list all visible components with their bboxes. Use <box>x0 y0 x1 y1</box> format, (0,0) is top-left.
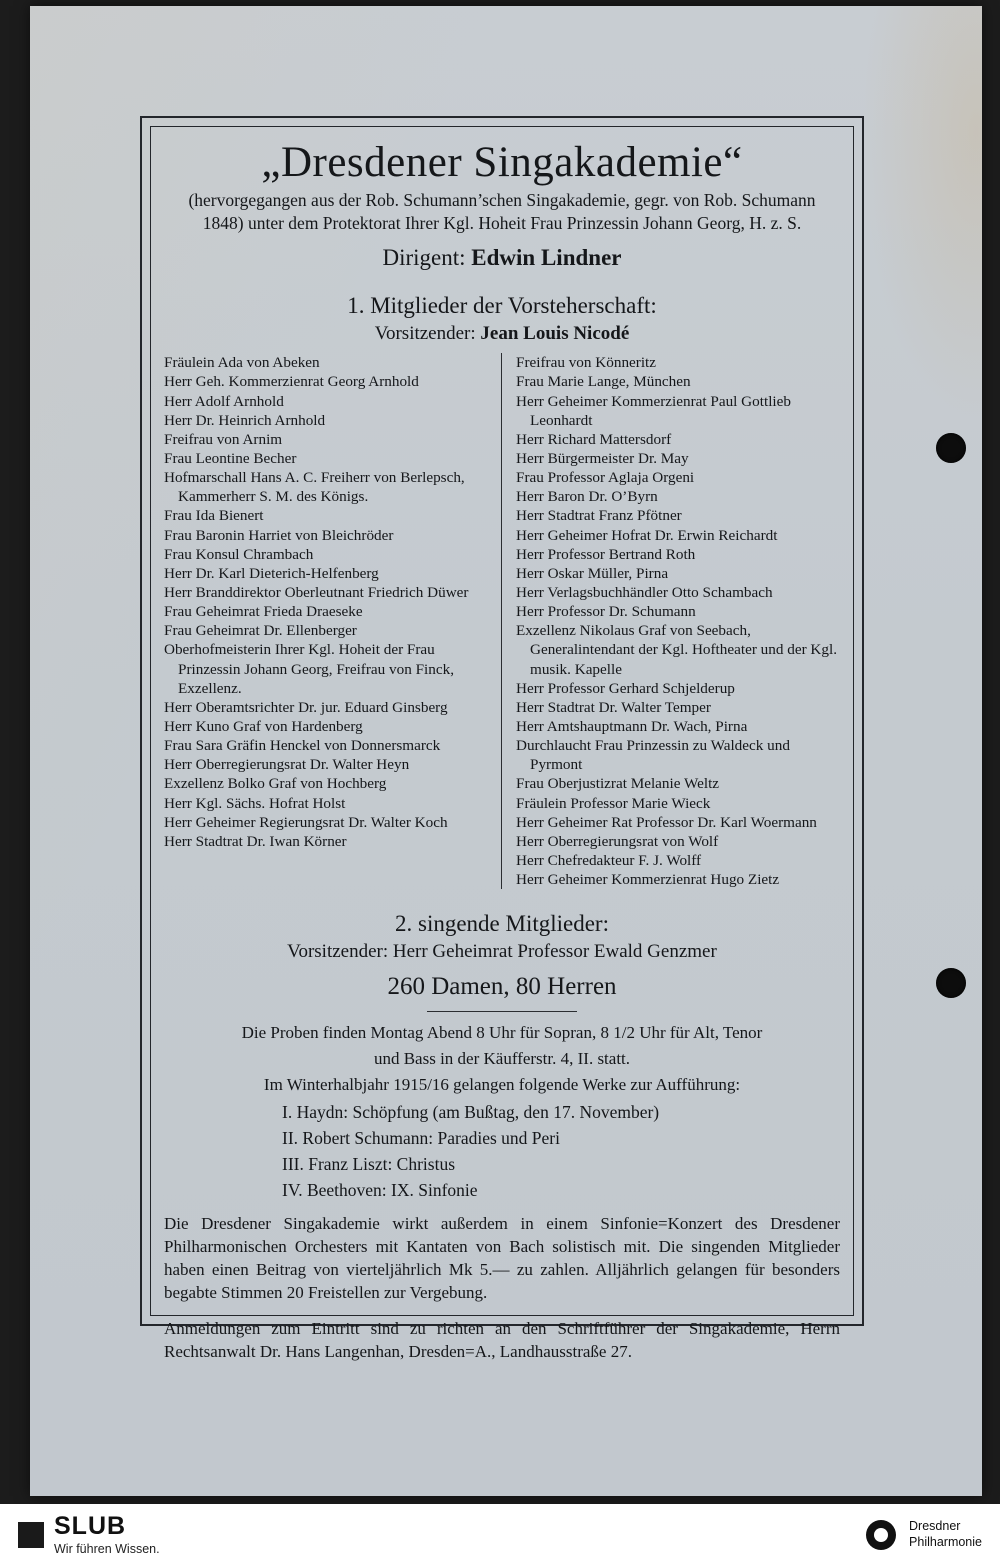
section2-chair: Vorsitzender: Herr Geheimrat Professor Ewald Genzmer <box>287 941 717 963</box>
document-content <box>164 134 840 1361</box>
list-item: Herr Oskar Müller, Pirna <box>516 564 669 582</box>
list-item: Exzellenz Bolko Graf von Hochberg <box>164 775 387 793</box>
list-item: Herr Geheimer Kommerzienrat Paul Gottlieb Leonhardt <box>516 392 791 429</box>
list-item: Herr Oberamtsrichter Dr. jur. Eduard Ginsberg <box>164 698 448 716</box>
list-item: Herr Geheimer Rat Professor Dr. Karl Woermann <box>516 813 817 831</box>
list-item: Herr Geh. Kommerzienrat Georg Arnhold <box>164 373 419 391</box>
printed-frame <box>140 116 864 1361</box>
work-item: I. Haydn: Schöpfung (am Bußtag, den 17. November) <box>282 1101 660 1122</box>
list-item: Fräulein Ada von Abeken <box>164 354 320 372</box>
partner-line-2: Philharmonie <box>909 1535 982 1549</box>
list-item: Herr Professor Bertrand Roth <box>516 545 696 563</box>
list-item: Frau Geheimrat Frieda Draeseke <box>164 603 363 621</box>
rehearsal-line-2: und Bass in der Käufferstr. 4, II. statt. <box>373 1049 631 1069</box>
work-item: IV. Beethoven: IX. Sinfonie <box>282 1179 478 1200</box>
list-item: Frau Leontine Becher <box>164 450 297 468</box>
subtitle: (hervorgegangen aus der Rob. Schumann’schen Singakademie, gegr. von Rob. Schumann 1848) unter dem Protektorat Ihrer Kgl. Hoheit Frau Prinzessin Johann Georg, H. z. S. <box>188 190 816 234</box>
list-item: Herr Chefredakteur F. J. Wolff <box>516 851 702 869</box>
list-item: Herr Dr. Heinrich Arnhold <box>164 411 326 429</box>
list-item: Frau Sara Gräfin Henckel von Donnersmarck <box>164 737 441 755</box>
list-item: Frau Baronin Harriet von Bleichröder <box>164 526 394 544</box>
list-item: Herr Branddirektor Oberleutnant Friedrich Düwer <box>164 584 469 602</box>
list-item: Frau Konsul Chrambach <box>164 545 314 563</box>
section1-chair-label: Vorsitzender: <box>374 323 476 345</box>
list-item: Freifrau von Könneritz <box>516 354 657 372</box>
slub-logo-text <box>54 1514 160 1556</box>
conductor-line <box>164 245 840 271</box>
list-item: Frau Ida Bienert <box>164 507 264 525</box>
list-item: Herr Dr. Karl Dieterich-Helfenberg <box>164 564 379 582</box>
list-item: Fräulein Professor Marie Wieck <box>516 794 711 812</box>
conductor-label: Dirigent: <box>382 245 466 271</box>
list-item: Frau Professor Aglaja Orgeni <box>516 469 695 487</box>
list-item: Herr Oberregierungsrat von Wolf <box>516 832 719 850</box>
list-item: Herr Stadtrat Dr. Iwan Körner <box>164 832 347 850</box>
list-item: Herr Stadtrat Dr. Walter Temper <box>516 698 711 716</box>
list-item: Herr Kuno Graf von Hardenberg <box>164 718 363 735</box>
punch-hole <box>936 433 966 463</box>
punch-hole <box>936 968 966 998</box>
registration-paragraph: Anmeldungen zum Eintritt sind zu richten an den Schriftführer der Singakademie, Herrn Rechtsanwalt Dr. Hans Langenhan, Dresden=A., Landhausstraße 27. <box>164 1318 840 1361</box>
list-item: Herr Geheimer Hofrat Dr. Erwin Reichardt <box>516 526 778 544</box>
members-column-left <box>164 353 502 889</box>
members-column-right <box>502 353 840 889</box>
list-item: Herr Verlagsbuchhändler Otto Schambach <box>516 584 773 602</box>
work-item: III. Franz Liszt: Christus <box>282 1153 456 1174</box>
rehearsal-line-1: Die Proben finden Montag Abend 8 Uhr für Sopran, 8 1/2 Uhr für Alt, Tenor <box>241 1023 763 1043</box>
list-item: Herr Oberregierungsrat Dr. Walter Heyn <box>164 756 410 774</box>
list-item: Herr Amtshauptmann Dr. Wach, Pirna <box>516 718 748 735</box>
note-paragraph: Die Dresdener Singakademie wirkt außerdem in einem Sinfonie=Konzert des Dresdener Philharmonischen Orchesters mit Kantaten von Bach solistisch mit. Die singenden Mitglieder haben einen Beitrag von vierteljährlich Mk 5.— zu zahlen. Alljährlich gelangen für besonders begabte Stimmen 20 Freistellen zur Vergebung. <box>164 1214 840 1303</box>
list-item: Herr Stadtrat Franz Pfötner <box>516 507 682 525</box>
conductor-name: Edwin Lindner <box>471 245 622 271</box>
circle-icon <box>866 1518 900 1552</box>
divider <box>427 1011 577 1012</box>
list-item: Oberhofmeisterin Ihrer Kgl. Hoheit der Frau Prinzessin Johann Georg, Freifrau von Finck, Exzellenz. <box>164 641 455 697</box>
partner-line-1: Dresdner <box>909 1519 961 1534</box>
season-line: Im Winterhalbjahr 1915/16 gelangen folgende Werke zur Aufführung: <box>263 1074 741 1094</box>
list-item: Exzellenz Nikolaus Graf von Seebach, Generalintendant der Kgl. Hoftheater und der Kgl. musik. Kapelle <box>516 622 838 678</box>
list-item: Herr Bürgermeister Dr. May <box>516 450 689 468</box>
list-item: Frau Oberjustizrat Melanie Weltz <box>516 775 720 793</box>
list-item: Herr Adolf Arnhold <box>164 392 284 410</box>
partner-logo-text <box>909 1519 982 1550</box>
list-item: Herr Geheimer Kommerzienrat Hugo Zietz <box>516 871 780 889</box>
section2-heading: 2. singende Mitglieder: <box>395 911 609 937</box>
list-item: Herr Professor Dr. Schumann <box>516 603 696 621</box>
work-item: II. Robert Schumann: Paradies und Peri <box>282 1127 561 1148</box>
list-item: Freifrau von Arnim <box>164 430 283 448</box>
partner-logo <box>866 1518 1000 1552</box>
slub-mark-icon <box>18 1522 44 1548</box>
section1-chair <box>164 323 840 345</box>
section1-heading: 1. Mitglieder der Vorsteherschaft: <box>347 293 657 319</box>
list-item: Hofmarschall Hans A. C. Freiherr von Berlepsch, Kammerherr S. M. des Königs. <box>164 469 465 506</box>
list-item: Herr Baron Dr. O’Byrn <box>516 488 658 506</box>
viewer-footer <box>0 1504 1000 1566</box>
section1-chair-name: Jean Louis Nicodé <box>480 323 630 345</box>
slub-logo <box>0 1514 160 1556</box>
list-item: Frau Geheimrat Dr. Ellenberger <box>164 622 357 640</box>
slub-name: SLUB <box>54 1512 127 1540</box>
list-item: Herr Geheimer Regierungsrat Dr. Walter Koch <box>164 813 448 831</box>
list-item: Herr Professor Gerhard Schjelderup <box>516 679 735 697</box>
slub-tagline: Wir führen Wissen. <box>54 1542 160 1556</box>
members-columns <box>164 353 840 889</box>
list-item: Herr Richard Mattersdorf <box>516 430 672 448</box>
member-count: 260 Damen, 80 Herren <box>387 973 617 1001</box>
page-title: „Dresdener Singakademie“ <box>261 139 743 186</box>
list-item: Frau Marie Lange, München <box>516 373 691 391</box>
document-sheet <box>30 6 982 1496</box>
list-item: Durchlaucht Frau Prinzessin zu Waldeck und Pyrmont <box>516 737 790 774</box>
list-item: Herr Kgl. Sächs. Hofrat Holst <box>164 794 346 812</box>
